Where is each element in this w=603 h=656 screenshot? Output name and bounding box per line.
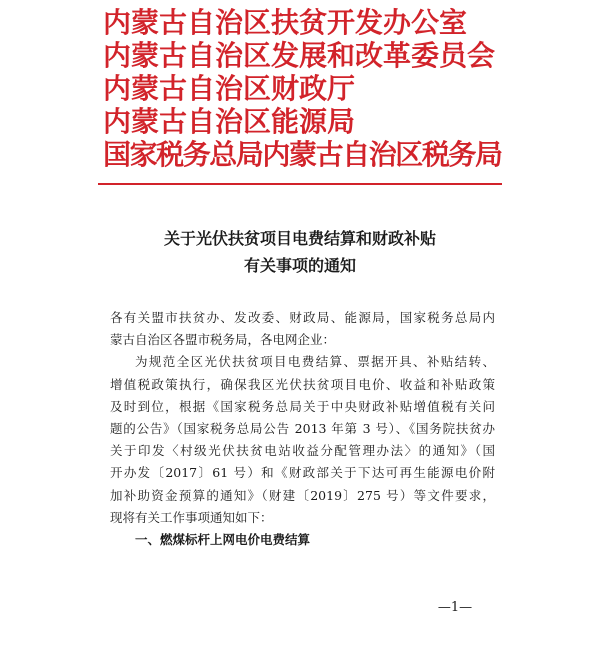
page-number: —1— [437,600,473,615]
document-title-line-1: 关于光伏扶贫项目电费结算和财政补贴 [163,229,436,248]
issuer-tax-bureau: 国家税务总局内蒙古自治区税务局 [103,138,502,171]
salutation-line-2: 蒙古自治区各盟市税务局，各电网企业： [110,332,336,348]
issuer-finance-department: 内蒙古自治区财政厅 [103,72,356,105]
issuer-poverty-office: 内蒙古自治区扶贫开发办公室 [103,6,468,39]
section-heading-1: 一、燃煤标杆上网电价电费结算 [135,531,311,547]
paragraph-line-8: 现将有关工作事项通知如下： [110,509,273,525]
paragraph-line-3: 及时到位，根据《国家税务总局关于中央财政补贴增值税有关问 [110,398,495,414]
document-body [110,307,495,551]
paragraph-line-6: 开办发〔2017〕61 号）和《财政部关于下达可再生能源电价附 [110,465,495,481]
paragraph-line-1: 为规范全区光伏扶贫项目电费结算、票据开具、补贴结转、 [135,354,495,370]
issuer-energy-bureau: 内蒙古自治区能源局 [103,105,356,138]
paragraph-line-5: 关于印发〈村级光伏扶贫电站收益分配管理办法〉的通知》（国 [110,443,495,459]
red-header-divider [98,183,502,185]
paragraph-line-4: 题的公告》（国家税务总局公告 2013 年第 3 号）、《国务院扶贫办 [110,420,495,436]
issuer-development-reform-commission: 内蒙古自治区发展和改革委员会 [103,39,496,72]
document-title-line-2: 有关事项的通知 [243,256,356,275]
salutation-line-1: 各有关盟市扶贫办、发改委、财政局、能源局，国家税务总局内 [110,310,495,325]
paragraph-line-2: 增值税政策执行，确保我区光伏扶贫项目电价、收益和补贴政策 [110,376,495,392]
paragraph-line-7: 加补助资金预算的通知》（财建〔2019〕275 号）等文件要求， [110,487,495,503]
issuing-agencies [103,6,503,171]
